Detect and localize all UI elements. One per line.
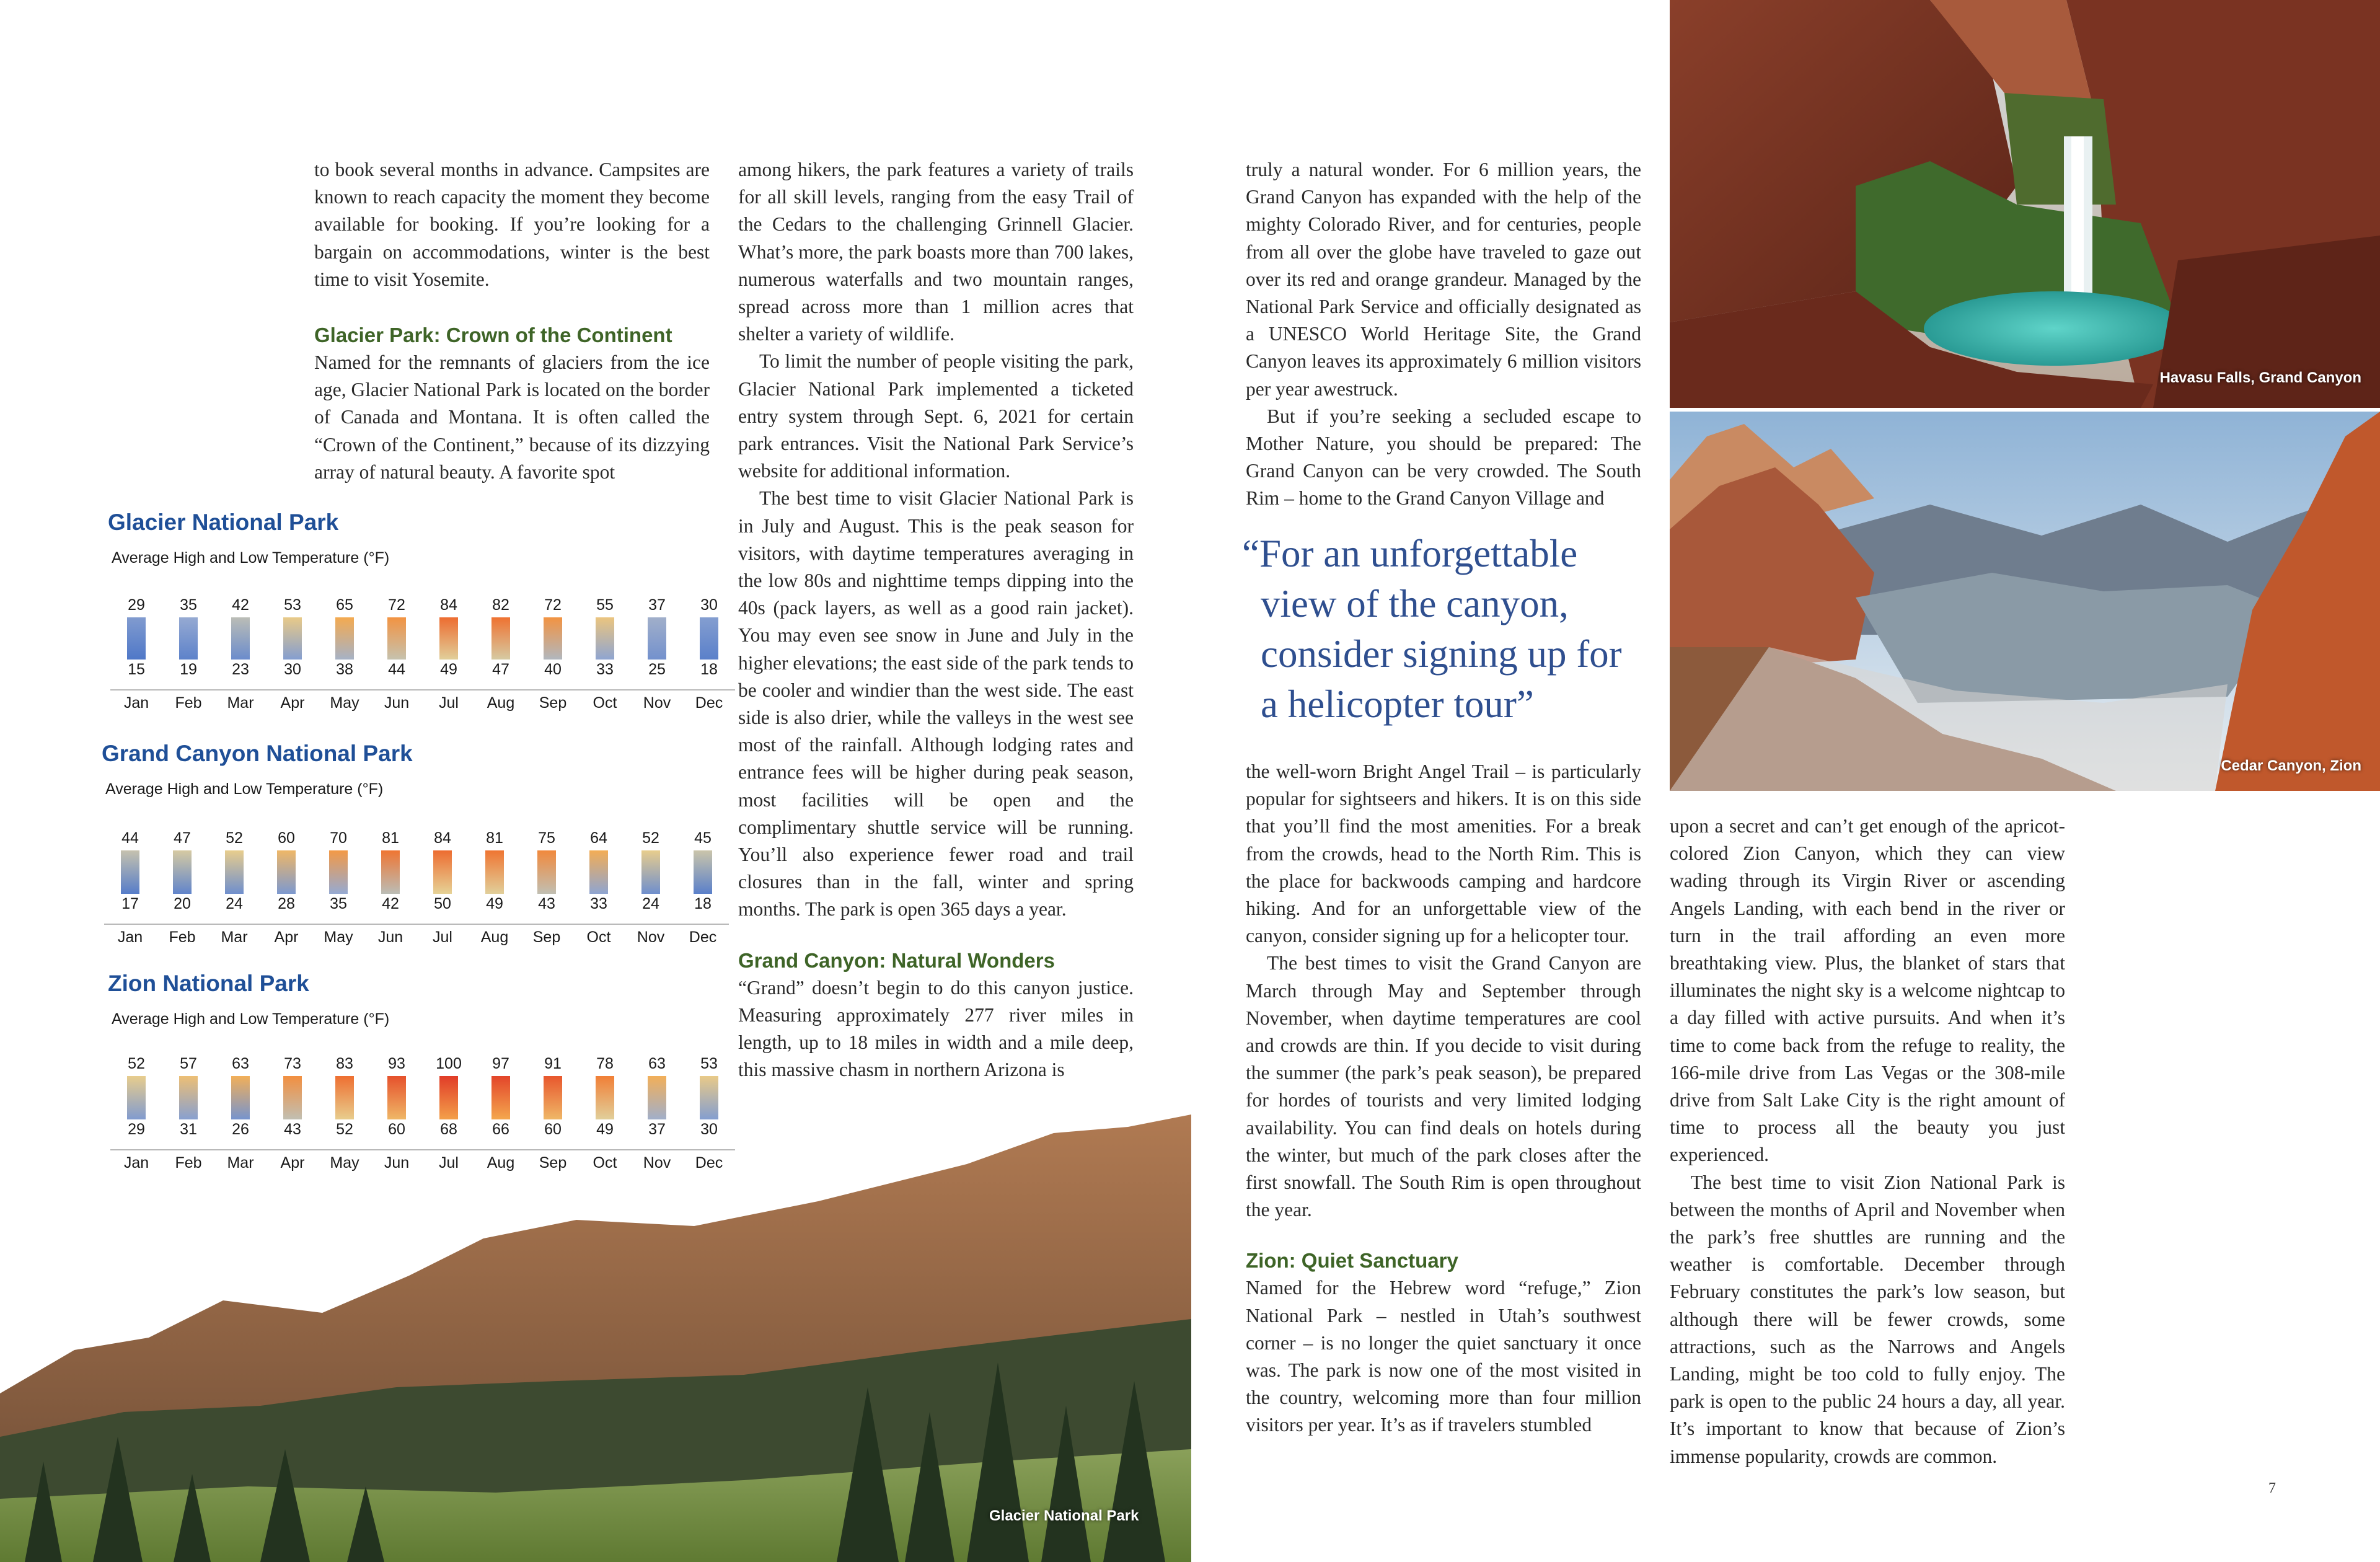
month-cell (312, 741, 364, 945)
body-paragraph: among hikers, the park features a variety of trails for all skill levels, ranging from the easy Trail of the Cedars to the challenging Grinnell Glacier. What’s more, the park boasts more than 700 lakes, numerous waterfalls and two mountain ranges, spread across more than 1 million acres that shelter a variety of wildlife. (738, 159, 1134, 345)
subhead-grand-canyon: Grand Canyon: Natural Wonders (738, 948, 1055, 972)
month-cell (208, 741, 260, 945)
month-label: Sep (539, 1154, 567, 1172)
temp-range-bar (335, 1076, 354, 1119)
month-label: Mar (227, 694, 254, 712)
high-temp-label: 65 (336, 596, 353, 614)
month-label: Apr (280, 694, 305, 712)
temp-range-bar (596, 617, 614, 660)
high-temp-label: 63 (232, 1055, 249, 1072)
month-label: Sep (532, 929, 561, 946)
low-temp-label: 60 (544, 1121, 562, 1138)
low-temp-label: 49 (486, 895, 503, 912)
subhead-glacier: Glacier Park: Crown of the Continent (314, 324, 672, 347)
temp-range-bar (127, 1076, 146, 1119)
temp-range-bar (700, 1076, 718, 1119)
month-cell (423, 510, 475, 714)
high-temp-label: 52 (642, 829, 659, 847)
high-temp-label: 84 (440, 596, 457, 614)
month-label: Apr (274, 929, 299, 946)
month-cell (416, 741, 469, 945)
high-temp-label: 100 (436, 1055, 462, 1072)
low-temp-label: 43 (284, 1121, 301, 1138)
month-label: Aug (487, 1154, 515, 1172)
temp-range-bar (121, 850, 139, 894)
body-paragraph: The best time to visit Zion National Park is between the months of April and November when the park’s free shuttles are running and the weather is comfortable. December through February constitutes the park’s low season, but although there will be fewer crowds, some attractions, such as the Narrows and Angels Landing, might be too cold to fully enjoy. The park is open to the public 24 hours a day, all year. It’s important to know that because of Zion’s immense popularity, crowds are common. (1670, 1171, 2065, 1467)
low-temp-label: 23 (232, 661, 249, 678)
temp-range-bar (173, 850, 192, 894)
low-temp-label: 68 (440, 1121, 457, 1138)
month-cell (260, 741, 312, 945)
month-label: Dec (695, 694, 723, 712)
month-label: Jun (377, 929, 403, 946)
low-temp-label: 30 (284, 661, 301, 678)
body-paragraph: “Grand” doesn’t begin to do this canyon justice. Measuring approximately 277 river miles in length, up to 18 miles in width and a mile deep, this massive chasm in northern Arizona is (738, 976, 1134, 1081)
chart-baseline (104, 924, 729, 925)
low-temp-label: 30 (700, 1121, 718, 1138)
month-label: Jun (384, 694, 410, 712)
month-label: May (324, 929, 353, 946)
high-temp-label: 73 (284, 1055, 301, 1072)
low-temp-label: 18 (700, 661, 718, 678)
high-temp-label: 63 (648, 1055, 666, 1072)
subhead-zion: Zion: Quiet Sanctuary (1246, 1249, 1458, 1273)
high-temp-label: 82 (492, 596, 509, 614)
month-cell (677, 741, 729, 945)
low-temp-label: 38 (336, 661, 353, 678)
text-column-2 (738, 156, 1134, 1084)
chart-title: Glacier National Park (108, 510, 339, 535)
low-temp-label: 15 (128, 661, 145, 678)
body-paragraph: To limit the number of people visiting the park, Glacier National Park implemented a ticketed entry system through Sept. 6, 2021 for certain park entrances. Visit the National Park Service’s website for additional information. (738, 350, 1134, 482)
month-label: Nov (643, 694, 671, 712)
temp-range-bar (179, 617, 198, 660)
body-paragraph: to book several months in advance. Campsites are known to reach capacity the moment they become available for booking. If you’re looking for a bargain on accommodations, winter is the best time to visit Yosemite. (314, 159, 710, 290)
temp-range-bar (537, 850, 556, 894)
havasu-falls-image (1670, 0, 2380, 408)
high-temp-label: 47 (174, 829, 191, 847)
low-temp-label: 49 (440, 661, 457, 678)
month-label: Jan (123, 1154, 149, 1172)
month-label: Jul (439, 1154, 459, 1172)
month-label: Apr (280, 1154, 305, 1172)
month-cell (573, 741, 625, 945)
high-temp-label: 35 (180, 596, 197, 614)
low-temp-label: 43 (538, 895, 555, 912)
caption-cedar: Cedar Canyon, Zion (2221, 757, 2361, 774)
month-cell (475, 510, 527, 714)
low-temp-label: 66 (492, 1121, 509, 1138)
temp-range-bar (127, 617, 146, 660)
high-temp-label: 72 (544, 596, 562, 614)
low-temp-label: 20 (174, 895, 191, 912)
pull-quote-line: a helicopter tour” (1261, 682, 1534, 726)
body-paragraph: upon a secret and can’t get enough of the apricot-colored Zion Canyon, which they can view wading through its Virgin River or ascending Angels Landing, with each bend in the river or turn in the trail affording an even more breathtaking view. Plus, the blanket of stars that illuminates the night sky is a welcome nightcap to a day filled with active pursuits. And when it’s time to come back from the refuge to reality, the 166-mile drive from Las Vegas or the 308-mile drive from Salt Lake City is the right amount of time to process all the beauty you just experienced. (1670, 815, 2065, 1166)
body-paragraph: truly a natural wonder. For 6 million years, the Grand Canyon has expanded with the help of the mighty Colorado River, and for centuries, people from all over the globe have traveled to gaze out over its red and orange grandeur. Managed by the National Park Service and officially designated as a UNESCO World Heritage Site, the Grand Canyon leaves its approximately 6 million visitors per year awestruck. (1246, 159, 1641, 400)
month-cell (214, 510, 267, 714)
high-temp-label: 30 (700, 596, 718, 614)
temp-range-bar (231, 617, 250, 660)
text-column-1 (314, 156, 710, 486)
temp-range-bar (596, 1076, 614, 1119)
temp-range-bar (439, 1076, 458, 1119)
month-cell (469, 741, 521, 945)
temp-range-bar (433, 850, 452, 894)
high-temp-label: 78 (596, 1055, 614, 1072)
high-temp-label: 60 (278, 829, 295, 847)
temp-range-bar (491, 1076, 510, 1119)
month-cell (579, 510, 631, 714)
glacier-park-image (0, 1114, 1191, 1562)
low-temp-label: 31 (180, 1121, 197, 1138)
low-temp-label: 18 (694, 895, 712, 912)
high-temp-label: 52 (226, 829, 243, 847)
low-temp-label: 49 (596, 1121, 614, 1138)
grand-canyon-temp-chart (102, 741, 717, 946)
month-cell (625, 741, 677, 945)
pull-quote-line: view of the canyon, (1261, 582, 1569, 625)
high-temp-label: 81 (486, 829, 503, 847)
body-paragraph: the well-worn Bright Angel Trail – is particularly popular for sightseers and hikers. It is on this side that you’ll find the most amenities. For a break from the crowds, head to the North Rim. This is the place for backwoods camping and hardcore hiking. And for an unforgettable view of the canyon, consider signing up for a helicopter tour. (1246, 761, 1641, 947)
month-label: Jan (123, 694, 149, 712)
low-temp-label: 40 (544, 661, 562, 678)
low-temp-label: 44 (388, 661, 405, 678)
cedar-canyon-image (1670, 412, 2380, 791)
month-label: Jun (384, 1154, 410, 1172)
chart-subtitle: Average High and Low Temperature (°F) (112, 549, 390, 567)
month-cell (683, 510, 735, 714)
temp-range-bar (641, 850, 660, 894)
month-label: Mar (221, 929, 248, 946)
low-temp-label: 26 (232, 1121, 249, 1138)
low-temp-label: 37 (648, 1121, 666, 1138)
high-temp-label: 72 (388, 596, 405, 614)
body-paragraph: Named for the Hebrew word “refuge,” Zion National Park – nestled in Utah’s southwest corner – is no longer the quiet sanctuary it once was. The park is now one of the most visited in the country, welcoming more than four million visitors per year. It’s as if travelers stumbled (1246, 1277, 1641, 1436)
caption-havasu: Havasu Falls, Grand Canyon (2159, 369, 2361, 386)
chart-title: Grand Canyon National Park (102, 741, 413, 766)
month-label: Oct (586, 929, 611, 946)
temp-range-bar (283, 1076, 302, 1119)
month-cell (521, 741, 573, 945)
month-label: Sep (539, 694, 567, 712)
chart-subtitle: Average High and Low Temperature (°F) (112, 1010, 390, 1028)
temp-range-bar (329, 850, 348, 894)
month-cell (104, 741, 156, 945)
low-temp-label: 24 (226, 895, 243, 912)
cedar-canyon-photo (1670, 412, 2380, 791)
temp-range-bar (439, 617, 458, 660)
month-label: May (330, 694, 359, 712)
month-label: Feb (169, 929, 196, 946)
month-cell (319, 510, 371, 714)
month-cell (110, 510, 162, 714)
month-label: Feb (175, 1154, 202, 1172)
high-temp-label: 64 (590, 829, 607, 847)
high-temp-label: 37 (648, 596, 666, 614)
temp-range-bar (544, 1076, 562, 1119)
high-temp-label: 81 (382, 829, 399, 847)
havasu-falls-photo (1670, 0, 2380, 408)
high-temp-label: 70 (330, 829, 347, 847)
pull-quote-line: “For an unforgettable (1242, 532, 1578, 575)
temp-range-bar (491, 617, 510, 660)
text-column-3-top (1246, 156, 1641, 513)
temp-range-bar (700, 617, 718, 660)
month-label: Mar (227, 1154, 254, 1172)
high-temp-label: 97 (492, 1055, 509, 1072)
month-cell (267, 510, 319, 714)
high-temp-label: 91 (544, 1055, 562, 1072)
month-cell (631, 510, 683, 714)
low-temp-label: 60 (388, 1121, 405, 1138)
temp-range-bar (648, 617, 666, 660)
body-paragraph: Named for the remnants of glaciers from the ice age, Glacier National Park is located on the border of Canada and Montana. It is often called the “Crown of the Continent,” because of its dizzying array of natural beauty. A favorite spot (314, 351, 710, 483)
month-label: Jan (117, 929, 143, 946)
high-temp-label: 53 (700, 1055, 718, 1072)
month-cell (156, 741, 208, 945)
low-temp-label: 33 (596, 661, 614, 678)
chart-title: Zion National Park (108, 971, 309, 996)
temp-range-bar (648, 1076, 666, 1119)
month-label: Dec (689, 929, 717, 946)
caption-glacier: Glacier National Park (989, 1507, 1139, 1524)
glacier-temp-chart (108, 510, 723, 714)
temp-range-bar (387, 617, 406, 660)
low-temp-label: 29 (128, 1121, 145, 1138)
high-temp-label: 44 (121, 829, 139, 847)
low-temp-label: 17 (121, 895, 139, 912)
month-label: Feb (175, 694, 202, 712)
month-label: Dec (695, 1154, 723, 1172)
body-paragraph: The best times to visit the Grand Canyon are March through May and September through November, when daytime temperatures are cool and crowds are thin. If you decide to visit during the summer (the park’s peak season), be prepared for hordes of tourists and very limited lodging availability. You can find deals on hotels during the winter, but much of the park closes after the first snowfall. The South Rim is open throughout the year. (1246, 952, 1641, 1221)
low-temp-label: 28 (278, 895, 295, 912)
month-label: Jul (439, 694, 459, 712)
high-temp-label: 52 (128, 1055, 145, 1072)
month-label: Jul (433, 929, 452, 946)
month-label: Nov (643, 1154, 671, 1172)
temp-range-bar (335, 617, 354, 660)
month-label: Nov (637, 929, 665, 946)
text-column-4 (1670, 813, 2065, 1470)
high-temp-label: 84 (434, 829, 451, 847)
temp-range-bar (381, 850, 400, 894)
high-temp-label: 42 (232, 596, 249, 614)
temp-range-bar (387, 1076, 406, 1119)
high-temp-label: 93 (388, 1055, 405, 1072)
chart-baseline (110, 689, 735, 691)
month-cell (371, 510, 423, 714)
low-temp-label: 19 (180, 661, 197, 678)
low-temp-label: 25 (648, 661, 666, 678)
month-cell (162, 510, 214, 714)
month-label: Aug (487, 694, 515, 712)
month-cell (527, 510, 579, 714)
high-temp-label: 29 (128, 596, 145, 614)
glacier-park-photo (0, 1114, 1191, 1562)
month-label: Aug (480, 929, 509, 946)
temp-range-bar (225, 850, 244, 894)
month-cell (364, 741, 416, 945)
low-temp-label: 33 (590, 895, 607, 912)
high-temp-label: 83 (336, 1055, 353, 1072)
month-label: Oct (593, 694, 617, 712)
low-temp-label: 47 (492, 661, 509, 678)
body-paragraph: The best time to visit Glacier National Park is in July and August. This is the peak season for visitors, with daytime temperatures averaging in the low 80s and nighttime temps dipping into the 40s (pack layers, as well as a good rain jacket). You may even see snow in June and July in the higher elevations; the east side of the park tends to be cooler and windier than the west side. The east side is also drier, while the valleys in the west see most of the rainfall. Although lodging rates and entrance fees will be higher during peak season, most facilities will be open and the complimentary shuttle service will be running. You’ll also experience fewer road and trail closures than in the fall, winter and spring months. The park is open 365 days a year. (738, 487, 1134, 920)
temp-range-bar (231, 1076, 250, 1119)
text-column-3-bottom (1246, 758, 1641, 1439)
temp-range-bar (694, 850, 712, 894)
low-temp-label: 24 (642, 895, 659, 912)
month-label: May (330, 1154, 359, 1172)
temp-range-bar (485, 850, 504, 894)
pull-quote-line: consider signing up for (1261, 632, 1622, 676)
temp-range-bar (544, 617, 562, 660)
chart-subtitle: Average High and Low Temperature (°F) (105, 780, 384, 798)
low-temp-label: 50 (434, 895, 451, 912)
low-temp-label: 35 (330, 895, 347, 912)
month-label: Oct (593, 1154, 617, 1172)
high-temp-label: 53 (284, 596, 301, 614)
low-temp-label: 52 (336, 1121, 353, 1138)
pull-quote (1242, 529, 1622, 730)
page-number: 7 (2268, 1480, 2276, 1496)
temp-range-bar (589, 850, 608, 894)
low-temp-label: 42 (382, 895, 399, 912)
high-temp-label: 55 (596, 596, 614, 614)
temp-range-bar (277, 850, 296, 894)
body-paragraph: But if you’re seeking a secluded escape to Mother Nature, you should be prepared: The Grand Canyon can be very crowded. The South Rim – home to the Grand Canyon Village and (1246, 405, 1641, 510)
high-temp-label: 57 (180, 1055, 197, 1072)
temp-range-bar (179, 1076, 198, 1119)
temp-range-bar (283, 617, 302, 660)
high-temp-label: 45 (694, 829, 712, 847)
high-temp-label: 75 (538, 829, 555, 847)
